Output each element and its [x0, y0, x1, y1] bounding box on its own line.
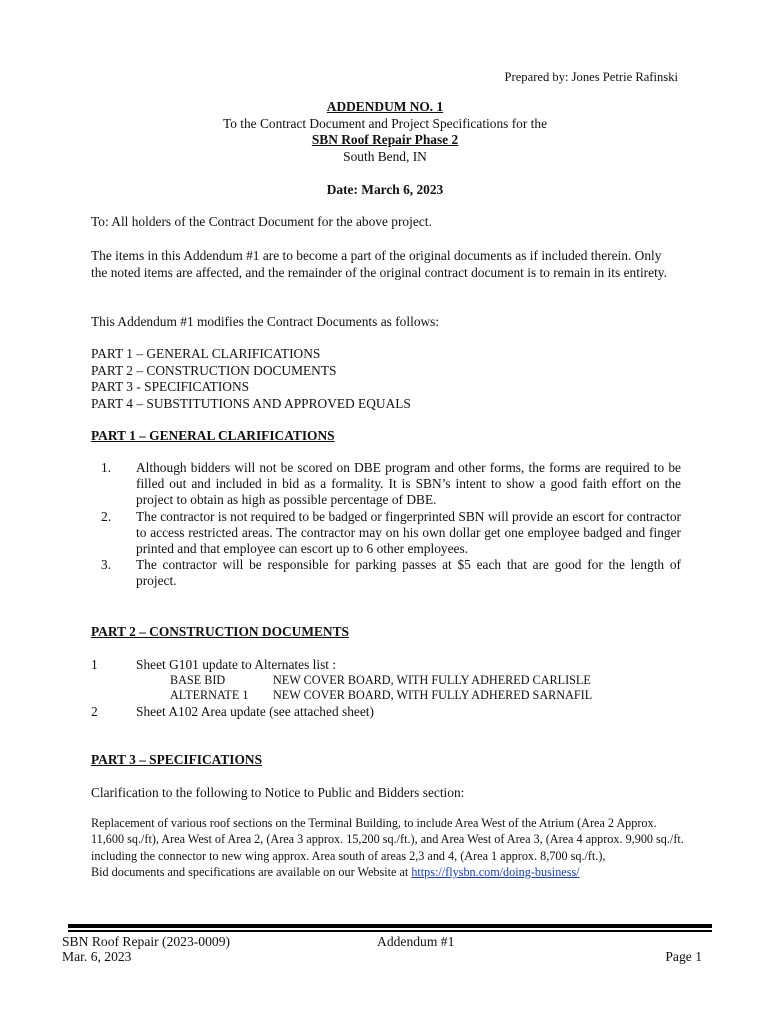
- item-number: 2.: [101, 508, 112, 524]
- part1-heading: PART 1 – GENERAL CLARIFICATIONS: [91, 428, 335, 443]
- item-text: Sheet G101 update to Alternates list :: [136, 657, 337, 672]
- clarification-line: Clarification to the following to Notice to Public and Bidders section:: [91, 785, 465, 800]
- items-paragraph: The items in this Addendum #1 are to become a part of the original documents as if included therein. Only the noted items are affected, and the remainder of the original contract document is to remain in its entirety.: [91, 248, 667, 280]
- parts-list-item: PART 3 - SPECIFICATIONS: [91, 379, 250, 395]
- doing-business-link[interactable]: https://flysbn.com/doing-business/: [411, 865, 580, 880]
- item-text: Sheet A102 Area update (see attached sheet): [136, 704, 374, 719]
- project-location: South Bend, IN: [343, 148, 427, 164]
- footer-rule: [68, 924, 712, 928]
- modifies-line: This Addendum #1 modifies the Contract Documents as follows:: [91, 314, 440, 329]
- item-number: 2: [91, 704, 98, 719]
- footer-project: SBN Roof Repair (2023-0009): [62, 934, 231, 949]
- title-block: [0, 99, 770, 165]
- item-text: Although bidders will not be scored on DBE program and other forms, the forms are required to be filled out and included in bid as a formality. It is SBN’s intent to show a good faith effort on the project to obtain as high as possible percentage of DBE.: [136, 460, 681, 508]
- part2-heading: PART 2 – CONSTRUCTION DOCUMENTS: [91, 624, 349, 639]
- bid-docs-text: Bid documents and specifications are available on our Website at: [91, 865, 412, 880]
- part1-item: [91, 509, 681, 558]
- project-name: SBN Roof Repair Phase 2: [311, 132, 459, 148]
- alternate-label: ALTERNATE 1: [170, 688, 249, 702]
- item-text: The contractor is not required to be badged or fingerprinted SBN will provide an escort for contractor to access restricted areas. The contractor may on his own dollar get one employee badged and finger printed and that employee can escort up to 6 other employees.: [136, 508, 681, 557]
- replacement-paragraph: [91, 815, 691, 881]
- part1-item: [91, 460, 681, 509]
- footer-date: Mar. 6, 2023: [62, 949, 132, 964]
- parts-list-item: PART 2 – CONSTRUCTION DOCUMENTS: [91, 362, 337, 378]
- parts-list: [91, 346, 681, 412]
- document-subtitle: To the Contract Document and Project Specifications for the: [222, 115, 548, 131]
- alternate-row: [170, 673, 591, 688]
- footer-page-number: Page 1: [665, 949, 702, 964]
- to-line: To: All holders of the Contract Document for the above project.: [91, 214, 432, 229]
- item-number: 1.: [101, 460, 112, 475]
- replacement-text: Replacement of various roof sections on the Terminal Building, to include Area West of the Atrium (Area 2 Approx. 11,600 sq./ft), Area West of Area 2, (Area 3 approx. 15,200 sq./ft.), and Area West of Area 3, (Area 4 approx. 9,900 sq./ft. including the connector to new wing approx. Area south of areas 2,3 and 4, (Area 1 approx. 8,700 sq./ft.),: [91, 816, 684, 863]
- alternate-row: [170, 688, 593, 703]
- parts-list-item: PART 4 – SUBSTITUTIONS AND APPROVED EQUALS: [91, 395, 411, 411]
- prepared-by: Prepared by: Jones Petrie Rafinski: [504, 70, 678, 84]
- alternate-description: NEW COVER BOARD, WITH FULLY ADHERED SARNAFIL: [273, 688, 593, 702]
- footer-rule-thin: [68, 930, 712, 932]
- footer-addendum: Addendum #1: [377, 934, 455, 949]
- part1-item: [91, 557, 681, 589]
- addendum-date: Date: March 6, 2023: [326, 182, 444, 197]
- addendum-number: ADDENDUM NO. 1: [326, 99, 444, 114]
- alternate-description: NEW COVER BOARD, WITH FULLY ADHERED CARLISLE: [273, 673, 591, 687]
- parts-list-item: PART 1 – GENERAL CLARIFICATIONS: [91, 346, 321, 361]
- item-number: 3.: [101, 557, 112, 573]
- part3-heading: PART 3 – SPECIFICATIONS: [91, 752, 263, 767]
- item-number: 1: [91, 657, 98, 672]
- part1-list: [91, 460, 681, 590]
- item-text: The contractor will be responsible for parking passes at $5 each that are good for the length of project.: [136, 557, 681, 589]
- alternate-label: BASE BID: [170, 673, 226, 687]
